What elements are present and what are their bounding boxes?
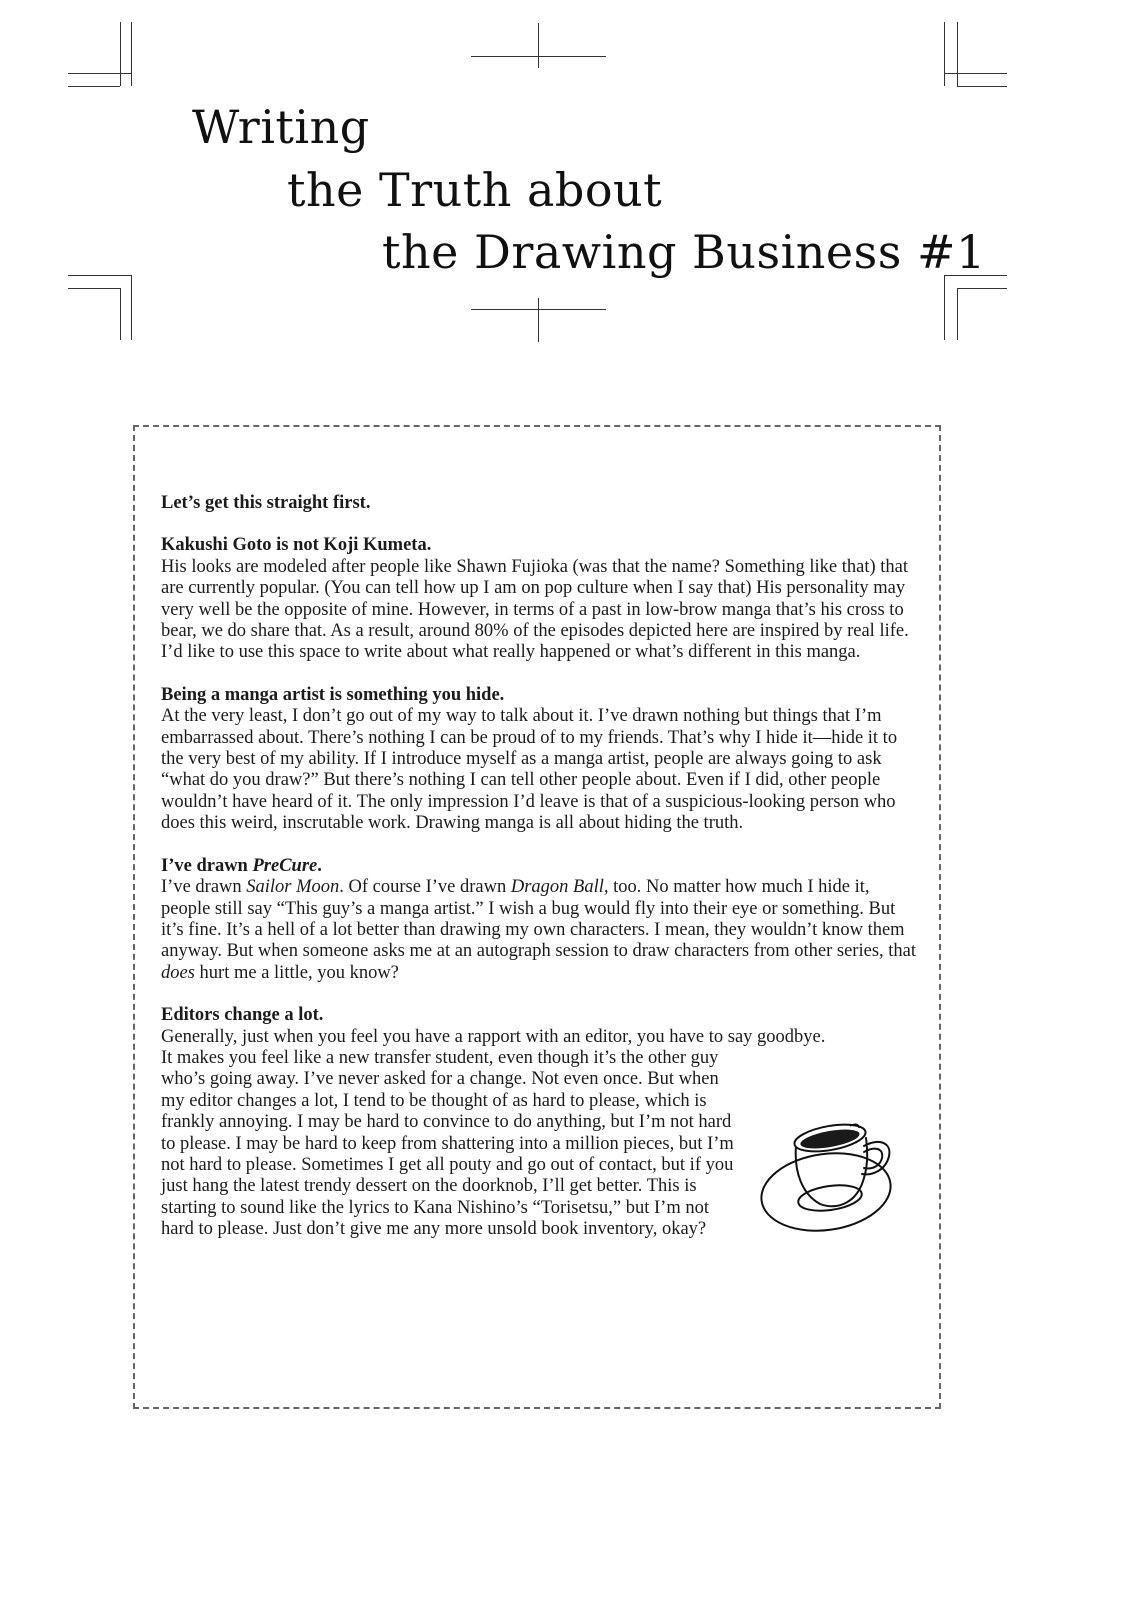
title-emphasis: Sailor Moon <box>246 877 340 898</box>
page-title <box>0 0 1123 300</box>
word-emphasis: does <box>161 962 195 983</box>
section-precure <box>161 856 921 984</box>
intro-section <box>161 493 921 514</box>
title-line-1: Writing <box>192 100 370 154</box>
section-heading <box>161 856 921 877</box>
section-manga-artist <box>161 685 921 835</box>
heading-title-emphasis: PreCure <box>252 855 318 876</box>
paragraph-text: hurt me a little, you know? <box>194 962 399 983</box>
paragraph-text: . Of course I’ve drawn <box>339 877 511 898</box>
title-line-3: the Drawing Business #1 <box>382 225 986 279</box>
section-paragraph: It makes you feel like a new transfer student, even though it’s the other guy who’s going away. I’ve never asked for a change. Not even once. But when my editor changes a lot, I tend to be thought of as hard to please, which is frankly annoying. I may be hard to convince to do anything, but I’m not hard to please. I may be hard to keep from shattering into a million pieces, but I’m not hard to please. Sometimes I get all pouty and go out of contact, but if you just hang the latest trendy dessert on the doorknob, I’ll get better. This is starting to sound like the lyrics to Kana Nishino’s “Torisetsu,” but I’m not hard to please. Just don’t give me any more unsold book inventory, okay? <box>161 1047 734 1240</box>
crop-mark <box>538 298 539 342</box>
section-kakushi-goto <box>161 535 921 663</box>
title-line-2: the Truth about <box>287 163 663 217</box>
section-paragraph <box>161 877 921 984</box>
paragraph-text: I’ve drawn <box>161 877 247 898</box>
section-paragraph: At the very least, I don’t go out of my way to talk about it. I’ve drawn nothing but things that I’m embarrassed about. There’s nothing I can be proud of to my friends. That’s why I hide it—hide it to the very best of my ability. If I introduce myself as a manga artist, people are always going to ask “what do you draw?” But there’s nothing I can tell other people about. Even if I did, other people wouldn’t have heard of it. The only impression I’d leave is that of a suspicious-looking person who does this weird, inscrutable work. Drawing manga is all about hiding the truth. <box>161 706 898 834</box>
heading-text: I’ve drawn <box>161 855 253 876</box>
title-emphasis: Dragon Ball, <box>510 877 609 898</box>
heading-text: . <box>317 855 322 876</box>
section-heading: Kakushi Goto is not Koji Kumeta. <box>161 535 432 556</box>
coffee-cup-icon <box>758 1112 898 1237</box>
paragraph-text: too. No matter how much I hide it, people still say “This guy’s a manga artist.” I wish a bug would fly into their eye or something. But it’s fine. It’s a hell of a lot better than drawing my own characters. I mean, they wouldn’t know them anyway. But when someone asks me at an autograph session to draw characters from other series, that <box>161 877 917 962</box>
section-heading: Being a manga artist is something you hide. <box>161 684 505 705</box>
section-heading: Editors change a lot. <box>161 1005 324 1026</box>
section-paragraph: His looks are modeled after people like Shawn Fujioka (was that the name? Something like that) that are currently popular. (You can tell how up I am on pop culture when I say that) His personality may very well be the opposite of mine. However, in terms of a past in low-brow manga that’s his cross to bear, we do share that. As a result, around 80% of the episodes depicted here are inspired by real life. I’d like to use this space to write about what really happened or what’s different in this manga. <box>161 556 909 663</box>
intro-heading: Let’s get this straight first. <box>161 493 371 513</box>
section-lead-line: Generally, just when you feel you have a rapport with an editor, you have to say goodbye. <box>161 1026 826 1047</box>
